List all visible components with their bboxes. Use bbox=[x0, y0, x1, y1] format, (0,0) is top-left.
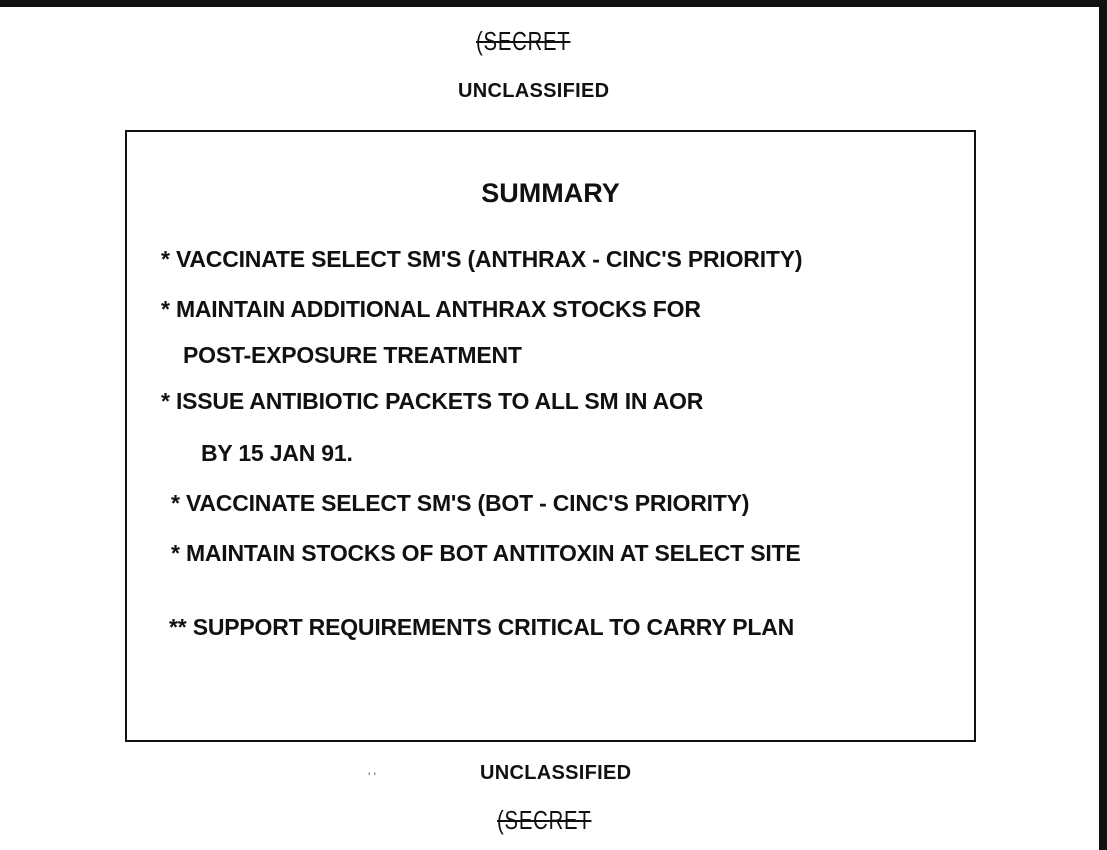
summary-slide bbox=[125, 130, 976, 742]
summary-line: * MAINTAIN ADDITIONAL ANTHRAX STOCKS FOR bbox=[161, 296, 701, 322]
footer-classification: UNCLASSIFIED bbox=[480, 762, 632, 784]
summary-line: ** SUPPORT REQUIREMENTS CRITICAL TO CARRY PLAN bbox=[169, 614, 795, 640]
summary-line: * VACCINATE SELECT SM'S (BOT - CINC'S PRIORITY) bbox=[171, 490, 750, 516]
summary-line: * VACCINATE SELECT SM'S (ANTHRAX - CINC'S PRIORITY) bbox=[161, 246, 803, 272]
header-struck-classification: (SECRET bbox=[476, 26, 571, 56]
summary-line: * ISSUE ANTIBIOTIC PACKETS TO ALL SM IN AOR bbox=[161, 388, 704, 414]
scan-speck: ' ' bbox=[368, 770, 376, 784]
footer-struck-classification: (SECRET bbox=[497, 805, 592, 835]
slide-title: SUMMARY bbox=[481, 178, 620, 208]
summary-line: * MAINTAIN STOCKS OF BOT ANTITOXIN AT SELECT SITE bbox=[171, 540, 801, 566]
header-classification: UNCLASSIFIED bbox=[458, 80, 610, 102]
summary-line: BY 15 JAN 91. bbox=[201, 440, 353, 466]
summary-line: POST-EXPOSURE TREATMENT bbox=[183, 342, 522, 368]
